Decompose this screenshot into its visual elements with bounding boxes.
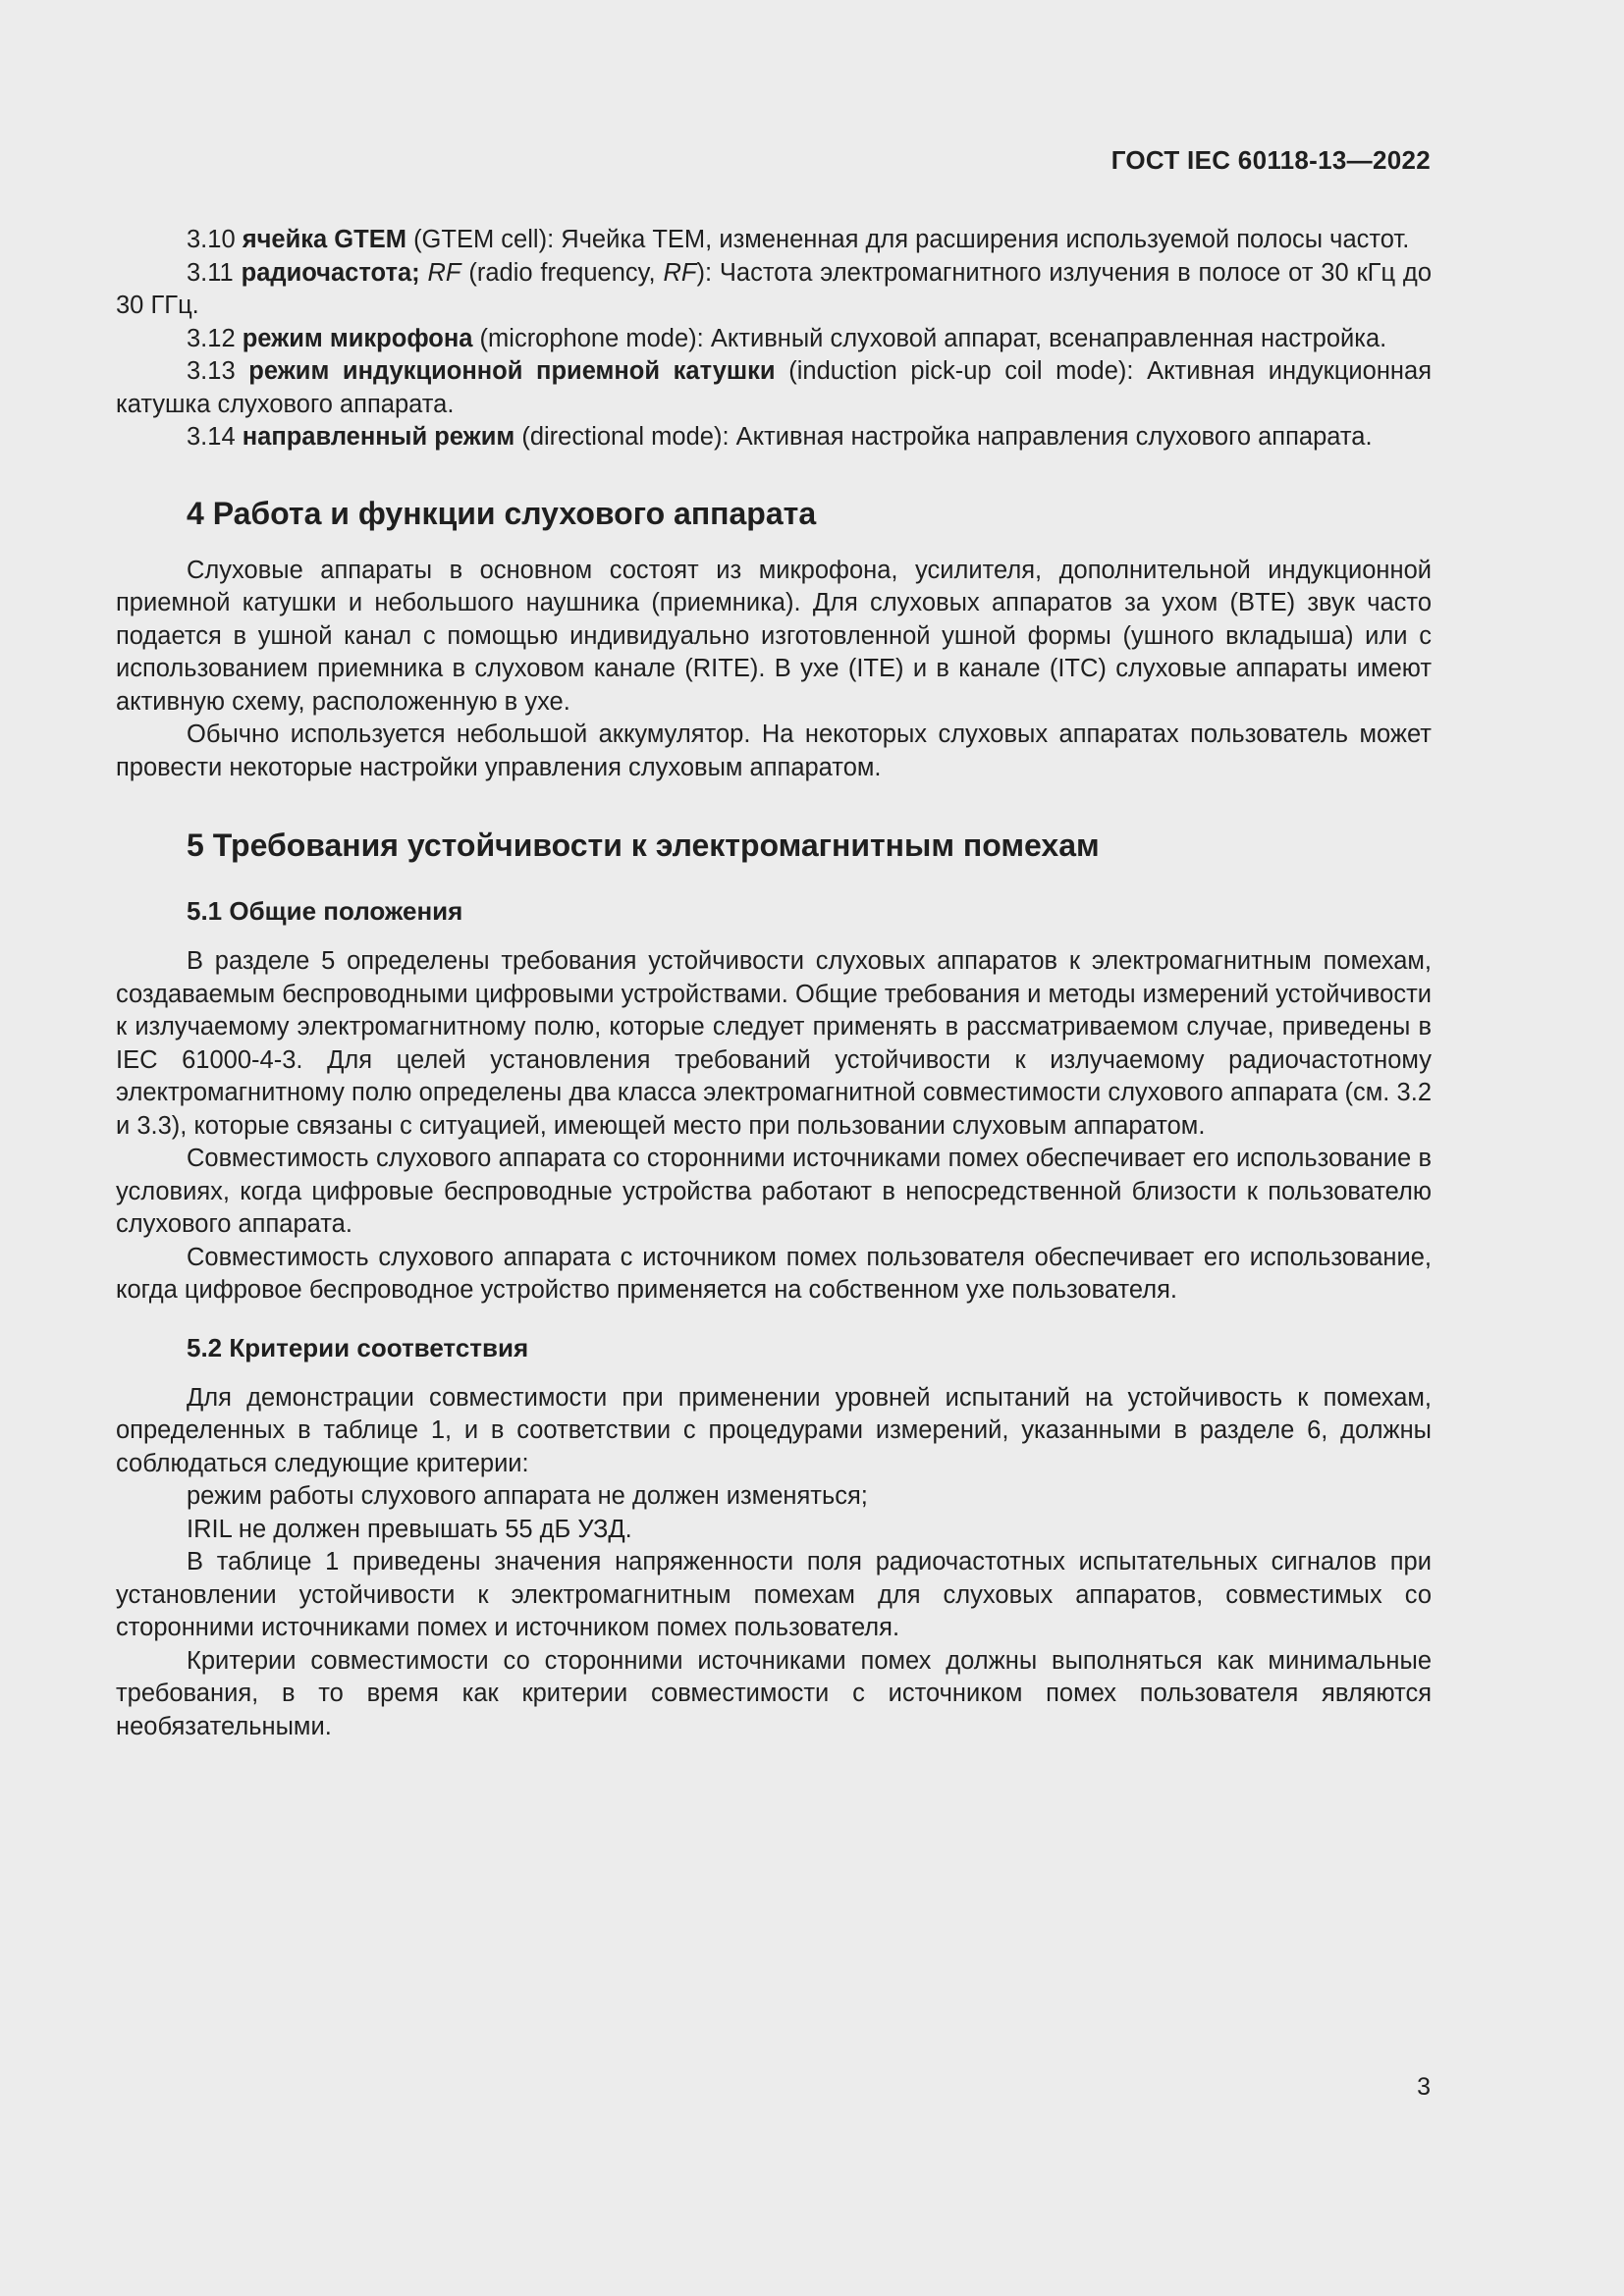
definition-number: 3.11 — [187, 258, 234, 287]
definition-english: (GTEM cell) — [413, 226, 548, 253]
paragraph: Критерии совместимости со сторонними источниками помех должны выполняться как минимальные требования, в то время как критерии совместимости с источником помех пользователя являются необязательными. — [116, 1646, 1432, 1740]
criteria-item: IRIL не должен превышать 55 дБ УЗД. — [187, 1515, 632, 1543]
criteria-item: режим работы слухового аппарата не должен изменяться; — [187, 1482, 868, 1510]
definition-term: радиочастота; — [241, 258, 420, 287]
definition-abbreviation: RF — [427, 258, 461, 287]
definition-text: : Ячейка TEM, измененная для расширения используемой полосы частот. — [547, 226, 1410, 253]
definition-number: 3.14 — [187, 423, 236, 451]
definition-term: ячейка GTEM — [242, 226, 406, 253]
section-4-heading: 4 Работа и функции слухового аппарата — [187, 495, 817, 531]
definition-text: : Активный слуховой аппарат, всенаправленная настройка. — [696, 324, 1387, 352]
paragraph: В разделе 5 определены требования устойчивости слуховых аппаратов к электромагнитным помехам, создаваемым беспроводными цифровыми устройствами. Общие требования и методы измерений устойчивости к излучаемому электромагнитному полю, которые следует применять в рассматриваемом случае, приведены в IEC 61000-4-3. Для целей установления требований устойчивости к излучаемому радиочастотному электромагнитному полю определены два класса электромагнитной совместимости слухового аппарата (см. 3.2 и 3.3), которые связаны с ситуацией, имеющей место при пользовании слуховым аппаратом. — [116, 947, 1432, 1140]
definition-number: 3.10 — [187, 226, 236, 253]
definition-english: (induction pick-up coil mode) — [788, 357, 1127, 385]
paragraph: В таблице 1 приведены значения напряженности поля радиочастотных испытательных сигналов при установлении устойчивости к электромагнитным помехам для слуховых аппаратов, совместимых со сторонними источниками помех и источником помех пользователя. — [116, 1548, 1432, 1641]
definition-3-14 — [116, 421, 1432, 454]
paragraph: Совместимость слухового аппарата с источником помех пользователя обеспечивает его использование, когда цифровое беспроводное устройство применяется на собственном ухе пользователя. — [116, 1243, 1432, 1304]
subsection-5-2-heading: 5.2 Критерии соответствия — [187, 1332, 529, 1362]
section-5-heading: 5 Требования устойчивости к электромагнитным помехам — [187, 828, 1100, 863]
definition-abbreviation: RF — [663, 258, 697, 287]
definition-english: (directional mode) — [521, 423, 723, 451]
definition-number: 3.13 — [187, 357, 236, 385]
subsection-5-1-heading: 5.1 Общие положения — [187, 896, 463, 926]
document-code: ГОСТ IEC 60118-13—2022 — [1110, 145, 1431, 175]
definition-text: : Активная индукционная катушка слухового аппарата. — [116, 357, 1433, 418]
page-body — [116, 224, 1432, 1743]
definition-english: (microphone mode) — [479, 324, 697, 352]
definition-term: режим микрофона — [242, 324, 473, 352]
paragraph: Для демонстрации совместимости при применении уровней испытаний на устойчивость к помехам, определенных в таблице 1, и в соответствии с процедурами измерений, указанными в разделе 6, должны соблюдаться следующие критерии: — [116, 1383, 1432, 1477]
definition-3-11 — [116, 257, 1432, 323]
definition-3-10 — [116, 224, 1432, 257]
definition-3-12 — [116, 323, 1432, 356]
page-number: 3 — [1417, 2073, 1431, 2101]
paragraph: Совместимость слухового аппарата со сторонними источниками помех обеспечивает его использование в условиях, когда цифровые беспроводные устройства работают в непосредственной близости к пользователю слухового аппарата. — [116, 1145, 1432, 1238]
paragraph: Обычно используется небольшой аккумулятор. На некоторых слуховых аппаратах пользователь может провести некоторые настройки управления слуховым аппаратом. — [116, 721, 1432, 781]
definition-term: направленный режим — [242, 423, 515, 451]
definition-text: ): Частота электромагнитного излучения в полосе от 30 кГц до 30 ГГц. — [116, 258, 1432, 319]
definition-term: режим индукционной приемной катушки — [248, 357, 776, 385]
paragraph: Слуховые аппараты в основном состоят из микрофона, усилителя, дополнительной индукционной приемной катушки и небольшого наушника (приемника). Для слуховых аппаратов за ухом (BTE) звук часто подается в ушной канал с помощью индивидуально изготовленной ушной формы (ушного вкладыша) или с использованием приемника в слуховом канале (RITE). В ухе (ITE) и в канале (ITC) слуховые аппараты имеют активную схему, расположенную в ухе. — [116, 556, 1432, 716]
definition-number: 3.12 — [187, 324, 236, 352]
definition-english: (radio frequency, — [468, 258, 664, 287]
definition-3-13 — [116, 355, 1432, 421]
definition-text: : Активная настройка направления слухового аппарата. — [722, 423, 1373, 451]
